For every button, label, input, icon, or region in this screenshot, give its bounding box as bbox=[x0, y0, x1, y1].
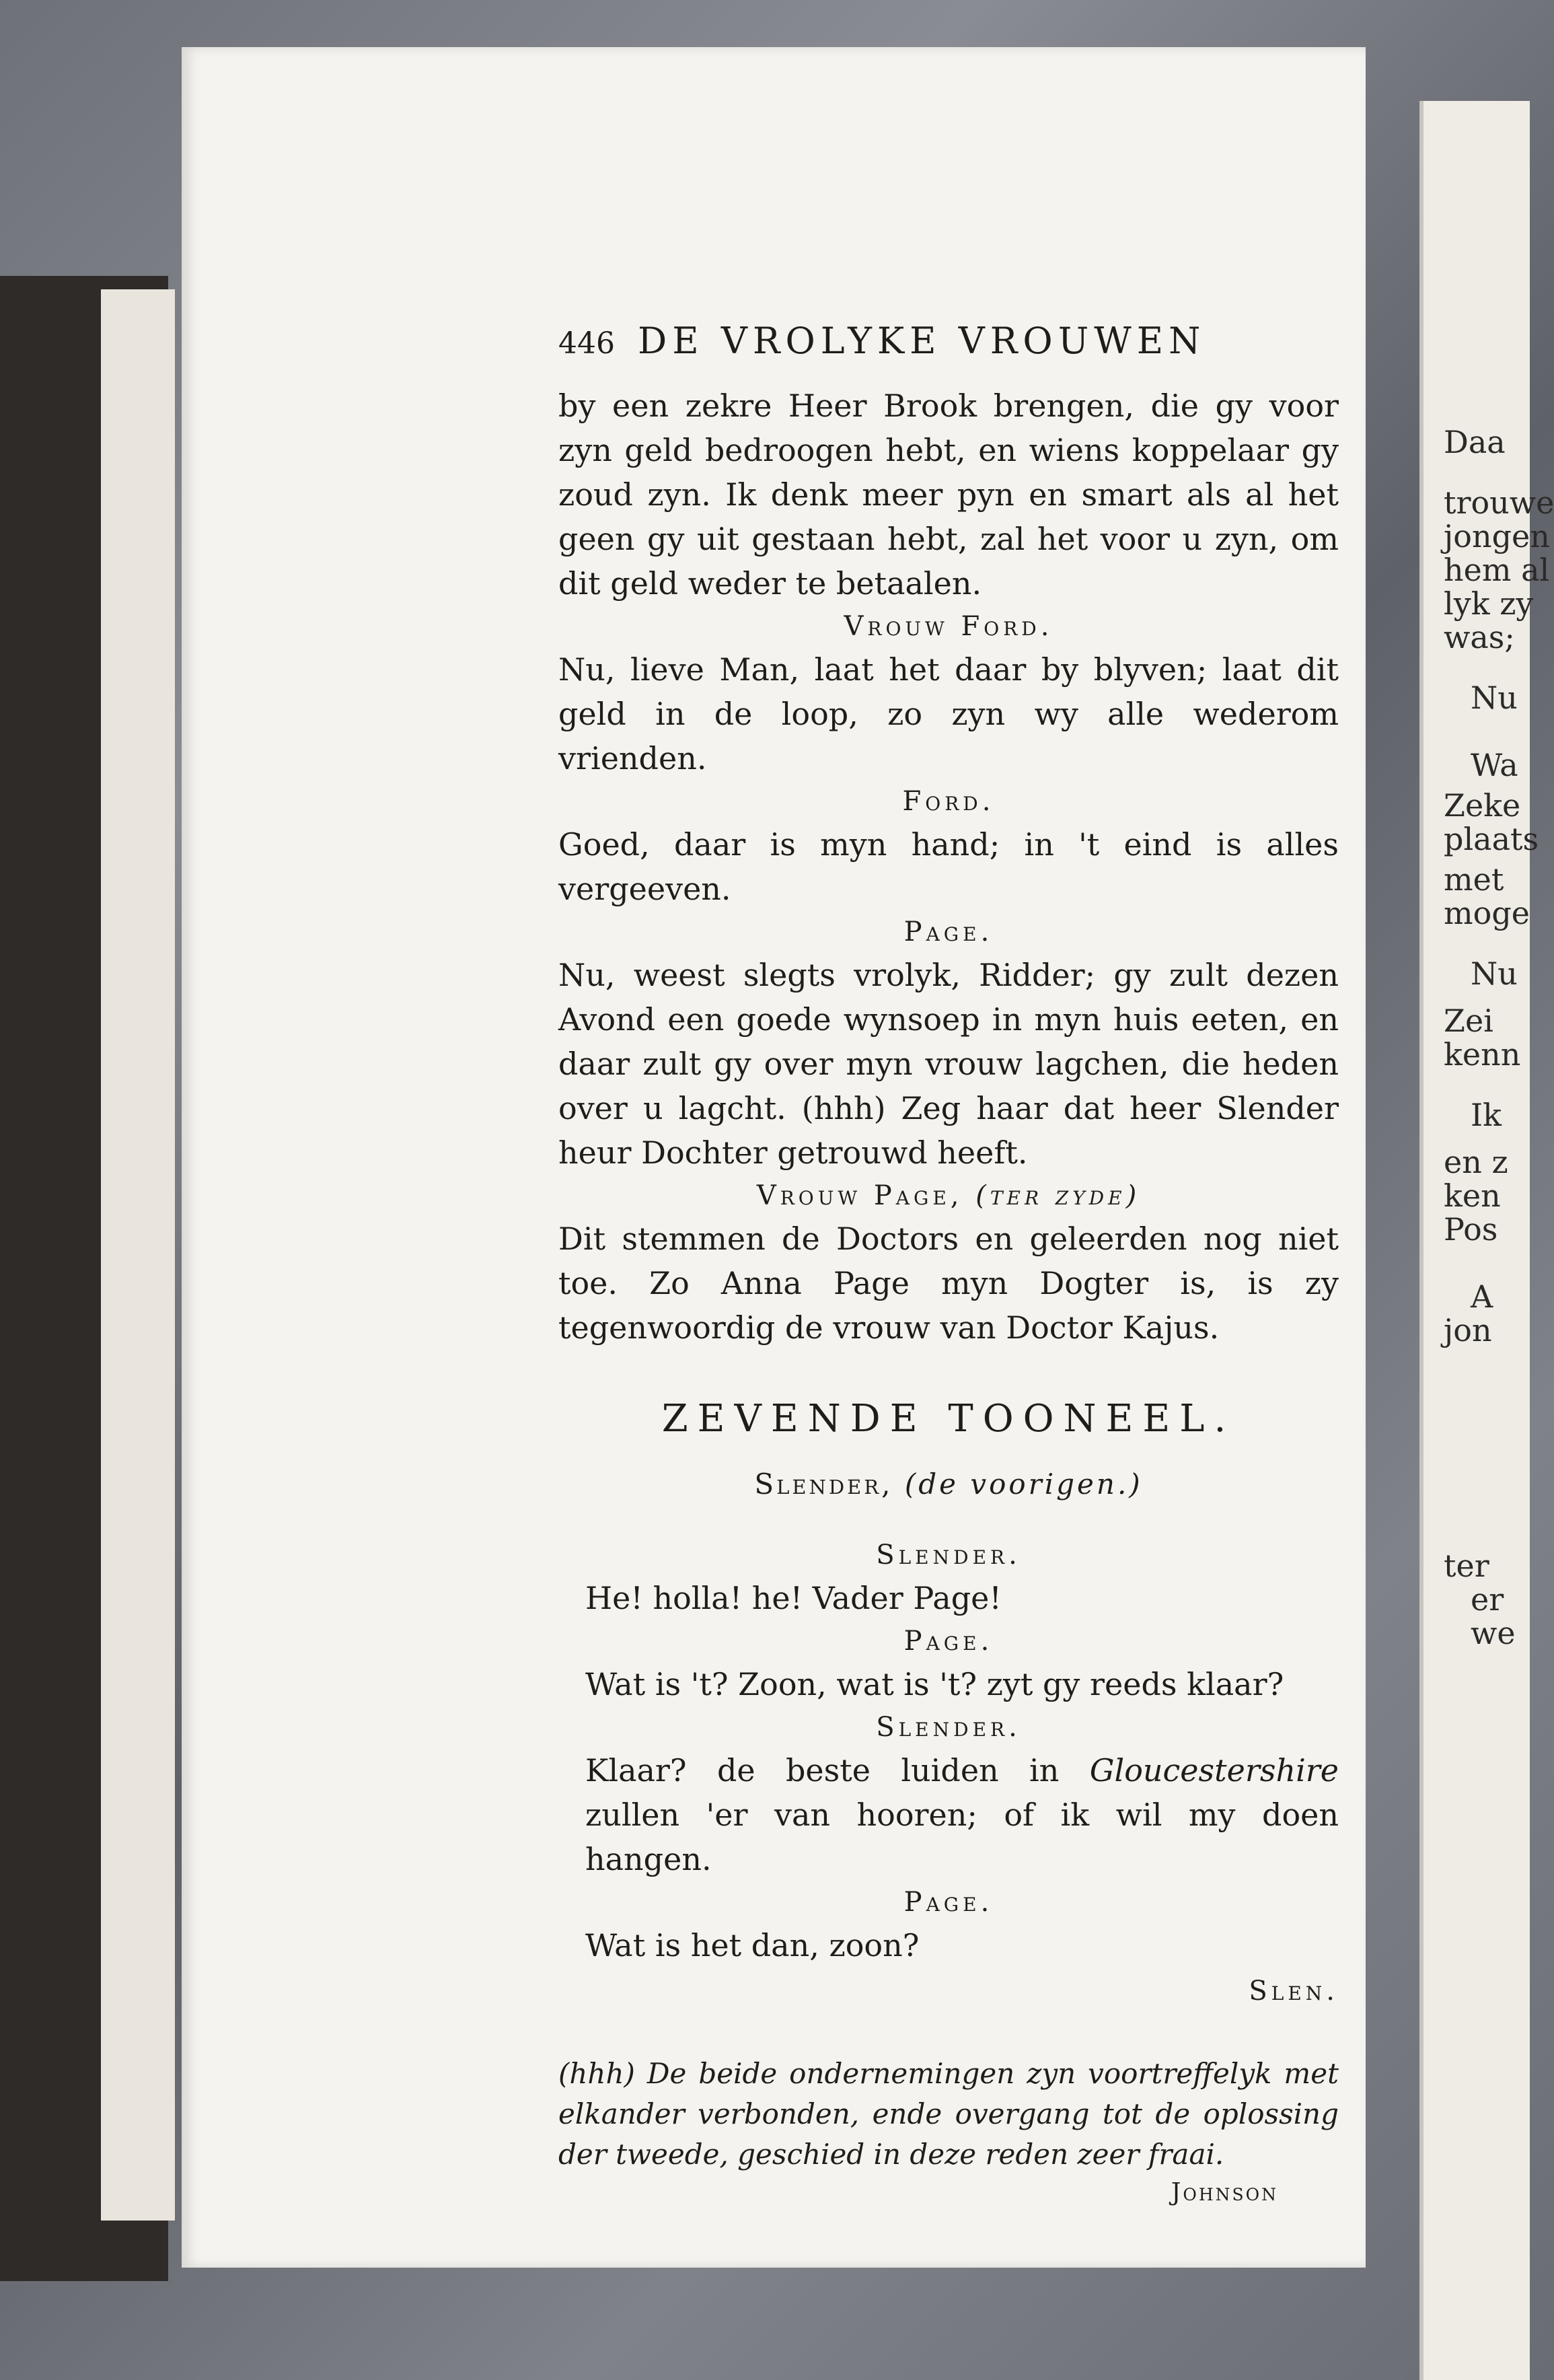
running-title: DE VROLYKE VROUWEN bbox=[637, 320, 1206, 362]
facing-page-fragment: Nu bbox=[1471, 680, 1518, 716]
text-run: Klaar? de beste luiden in bbox=[585, 1752, 1060, 1789]
facing-page-fragment: Zei bbox=[1444, 1003, 1493, 1039]
dialogue-line bbox=[558, 1748, 1339, 1881]
scene-note: (de voorigen.) bbox=[904, 1468, 1143, 1501]
page-header bbox=[558, 320, 1339, 362]
scene-title: ZEVENDE TOONEEL. bbox=[661, 1397, 1236, 1441]
speaker-vrouw-ford: Vrouw Ford. bbox=[844, 611, 1053, 642]
facing-page-fragment: jongen bbox=[1444, 518, 1550, 554]
page-text bbox=[558, 320, 1339, 2206]
speaker-page: Page. bbox=[903, 1887, 994, 1918]
facing-page-fragment: er bbox=[1471, 1581, 1504, 1618]
speaker-page: Page. bbox=[903, 1626, 994, 1657]
paragraph: Dit stemmen de Doctors en geleerden nog niet toe. Zo Anna Page myn Dogter is, is zy tegenwoordig de vrouw van Doctor Kajus. bbox=[558, 1221, 1339, 1346]
facing-page-fragment: was; bbox=[1444, 619, 1515, 655]
facing-page-fragment: Daa bbox=[1444, 424, 1506, 460]
paragraph: Nu, weest slegts vrolyk, Ridder; gy zult dezen Avond een goede wynsoep in myn huis eeten, en daar zult gy over myn vrouw lagchen, die heden over u lagcht. (hhh) Zeg haar dat heer Slender heur Dochter getrouwd heeft. bbox=[558, 957, 1339, 1171]
facing-page-fragment: ter bbox=[1444, 1548, 1489, 1584]
speaker-ford: Ford. bbox=[902, 786, 995, 817]
facing-page bbox=[1419, 101, 1554, 2380]
page-number: 446 bbox=[558, 326, 615, 361]
dialogue-line: Wat is het dan, zoon? bbox=[585, 1927, 920, 1963]
footnote: (hhh) De beide ondernemingen zyn voortreffelyk met elkander verbonden, ende overgang tot de oplossing der tweede, geschied in deze reden zeer fraai. bbox=[558, 2057, 1339, 2171]
place-name: Gloucestershire bbox=[1089, 1752, 1339, 1789]
facing-page-fragment: lyk zy bbox=[1444, 585, 1534, 622]
text-run: zullen 'er van hooren; of ik wil my doen hangen. bbox=[585, 1797, 1339, 1877]
dialogue-line: He! holla! he! Vader Page! bbox=[585, 1580, 1002, 1616]
catchword: Slen. bbox=[1249, 1976, 1339, 2007]
speaker-vrouw-page bbox=[558, 1175, 1339, 1217]
facing-page-fragment: met bbox=[1444, 861, 1504, 898]
scene-characters bbox=[558, 1468, 1339, 1501]
paragraph: Goed, daar is myn hand; in 't eind is alles vergeeven. bbox=[558, 826, 1339, 907]
speaker-slender: Slender. bbox=[876, 1540, 1021, 1571]
stage-direction: (ter zyde) bbox=[975, 1180, 1141, 1211]
facing-page-fragment: plaats bbox=[1444, 821, 1539, 857]
facing-page-fragment: jon bbox=[1444, 1312, 1492, 1348]
paragraph: Nu, lieve Man, laat het daar by blyven; laat dit geld in de loop, zo zyn wy alle wederom vrienden. bbox=[558, 651, 1339, 777]
facing-page-fragment: Ik bbox=[1471, 1097, 1502, 1133]
page-edges bbox=[101, 289, 175, 2221]
facing-page-fragment: Pos bbox=[1444, 1211, 1498, 1248]
facing-page-fragment: A bbox=[1471, 1278, 1493, 1315]
dialogue-line: Wat is 't? Zoon, wat is 't? zyt gy reeds klaar? bbox=[585, 1666, 1284, 1702]
left-page bbox=[182, 47, 1366, 2268]
facing-page-fragment: en z bbox=[1444, 1144, 1508, 1180]
speaker-page: Page. bbox=[903, 916, 994, 947]
speaker-name: Vrouw Page, bbox=[756, 1180, 963, 1211]
facing-page-fragment: Zeke bbox=[1444, 787, 1521, 824]
scene-character: Slender, bbox=[754, 1468, 893, 1501]
facing-page-fragment: hem al bbox=[1444, 552, 1550, 588]
facing-page-fragment: kenn bbox=[1444, 1036, 1521, 1073]
facing-page-fragment: we bbox=[1471, 1615, 1516, 1651]
facing-page-fragment: moge bbox=[1444, 895, 1530, 931]
facing-page-fragment: Wa bbox=[1471, 747, 1518, 783]
facing-page-fragment: trouwe bbox=[1444, 484, 1554, 521]
facing-page-fragment: ken bbox=[1444, 1178, 1501, 1214]
speaker-slender: Slender. bbox=[876, 1712, 1021, 1743]
facing-page-fragment: Nu bbox=[1471, 955, 1518, 992]
paragraph: by een zekre Heer Brook brengen, die gy voor zyn geld bedroogen hebt, en wiens koppelaar gy zoud zyn. Ik denk meer pyn en smart als al het geen gy uit gestaan hebt, zal het voor u zyn, om dit geld weder te betaalen. bbox=[558, 388, 1339, 602]
dialogue bbox=[558, 1534, 1339, 1968]
footnote-author: Johnson bbox=[1171, 2179, 1278, 2206]
